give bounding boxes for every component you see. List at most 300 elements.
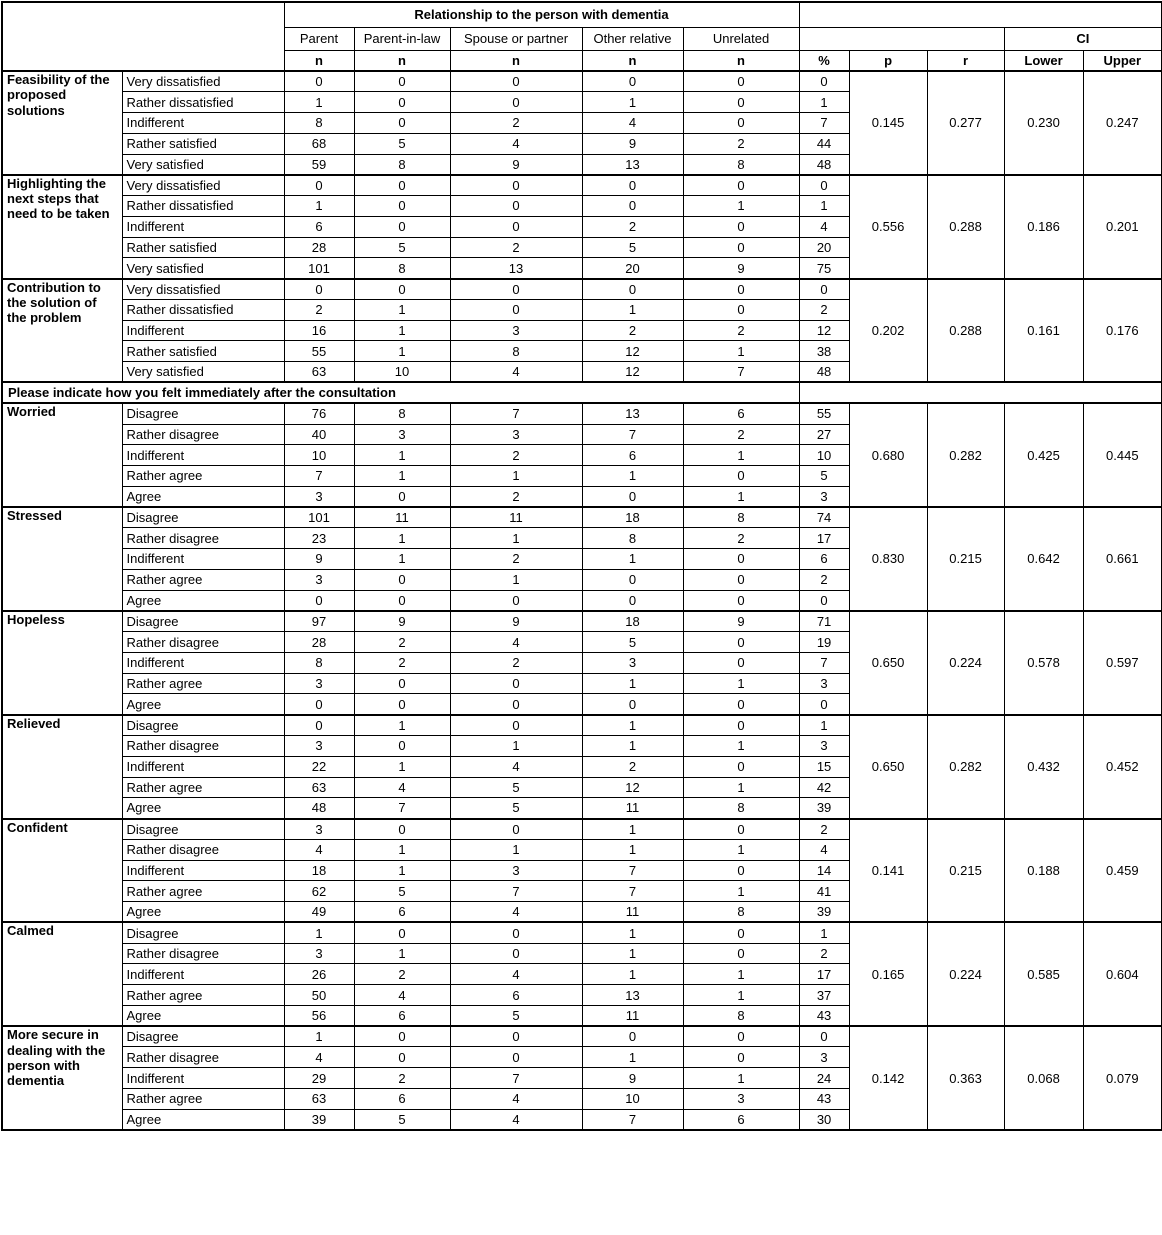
n-value: 1 bbox=[683, 736, 799, 757]
percent-value: 38 bbox=[799, 341, 849, 362]
n-value: 5 bbox=[354, 1109, 450, 1130]
response-label: Indifferent bbox=[122, 216, 284, 237]
n-value: 9 bbox=[582, 133, 683, 154]
n-value: 3 bbox=[284, 673, 354, 694]
n-value: 16 bbox=[284, 320, 354, 341]
n-value: 2 bbox=[450, 445, 582, 466]
n-value: 1 bbox=[354, 549, 450, 570]
n-value: 2 bbox=[683, 320, 799, 341]
response-label: Rather disagree bbox=[122, 632, 284, 653]
n-value: 13 bbox=[582, 403, 683, 424]
n-value: 0 bbox=[582, 71, 683, 92]
response-label: Rather agree bbox=[122, 881, 284, 902]
n-value: 4 bbox=[450, 902, 582, 923]
n-value: 26 bbox=[284, 964, 354, 985]
n-value: 2 bbox=[450, 113, 582, 134]
n-value: 0 bbox=[354, 694, 450, 715]
n-value: 5 bbox=[354, 133, 450, 154]
column-header-parent-in-law: Parent-in-law bbox=[354, 27, 450, 50]
percent-value: 4 bbox=[799, 216, 849, 237]
n-value: 101 bbox=[284, 507, 354, 528]
top-right-empty-cell bbox=[799, 2, 1162, 27]
n-value: 0 bbox=[354, 569, 450, 590]
n-value: 0 bbox=[450, 1047, 582, 1068]
response-label: Rather disagree bbox=[122, 528, 284, 549]
n-value: 0 bbox=[683, 590, 799, 611]
response-label: Disagree bbox=[122, 403, 284, 424]
table-row bbox=[2, 1026, 1162, 1047]
n-value: 2 bbox=[284, 299, 354, 320]
response-label: Rather agree bbox=[122, 777, 284, 798]
ci-upper-value: 0.201 bbox=[1083, 175, 1162, 279]
group-label: Worried bbox=[2, 403, 122, 507]
percent-value: 24 bbox=[799, 1068, 849, 1089]
n-value: 5 bbox=[450, 798, 582, 819]
ci-upper-value: 0.597 bbox=[1083, 611, 1162, 715]
percent-value: 3 bbox=[799, 1047, 849, 1068]
n-value: 0 bbox=[450, 299, 582, 320]
n-value: 0 bbox=[582, 590, 683, 611]
n-value: 6 bbox=[354, 902, 450, 923]
response-label: Rather agree bbox=[122, 466, 284, 487]
n-value: 0 bbox=[450, 175, 582, 196]
n-value: 1 bbox=[582, 1047, 683, 1068]
n-value: 1 bbox=[354, 756, 450, 777]
n-value: 8 bbox=[354, 258, 450, 279]
p-value: 0.202 bbox=[849, 279, 927, 383]
n-value: 20 bbox=[582, 258, 683, 279]
response-label: Rather agree bbox=[122, 985, 284, 1006]
results-table bbox=[1, 1, 1162, 1131]
p-value: 0.141 bbox=[849, 819, 927, 923]
table-row bbox=[2, 175, 1162, 196]
percent-value: 3 bbox=[799, 673, 849, 694]
n-value: 0 bbox=[683, 216, 799, 237]
percent-value: 0 bbox=[799, 1026, 849, 1047]
percent-value: 15 bbox=[799, 756, 849, 777]
percent-value: 1 bbox=[799, 196, 849, 217]
n-value: 13 bbox=[450, 258, 582, 279]
percent-value: 0 bbox=[799, 279, 849, 300]
ci-upper-value: 0.661 bbox=[1083, 507, 1162, 611]
response-label: Rather disagree bbox=[122, 424, 284, 445]
n-value: 11 bbox=[582, 1005, 683, 1026]
n-value: 0 bbox=[683, 922, 799, 943]
n-value: 0 bbox=[582, 569, 683, 590]
n-value: 0 bbox=[683, 113, 799, 134]
n-value: 2 bbox=[450, 237, 582, 258]
percent-value: 1 bbox=[799, 92, 849, 113]
n-value: 5 bbox=[354, 881, 450, 902]
response-label: Rather disagree bbox=[122, 736, 284, 757]
n-value: 0 bbox=[683, 71, 799, 92]
n-value: 11 bbox=[354, 507, 450, 528]
table-row bbox=[2, 715, 1162, 736]
n-value: 1 bbox=[683, 445, 799, 466]
n-value: 2 bbox=[354, 632, 450, 653]
r-value: 0.282 bbox=[927, 715, 1004, 819]
n-value: 2 bbox=[354, 652, 450, 673]
n-value: 0 bbox=[354, 922, 450, 943]
n-value: 0 bbox=[354, 92, 450, 113]
n-value: 1 bbox=[284, 196, 354, 217]
response-label: Disagree bbox=[122, 819, 284, 840]
n-value: 12 bbox=[582, 777, 683, 798]
n-value: 1 bbox=[582, 715, 683, 736]
response-label: Very satisfied bbox=[122, 258, 284, 279]
n-value: 1 bbox=[683, 881, 799, 902]
n-value: 4 bbox=[450, 1109, 582, 1130]
table-row bbox=[2, 403, 1162, 424]
p-value: 0.650 bbox=[849, 715, 927, 819]
n-value: 3 bbox=[354, 424, 450, 445]
percent-value: 2 bbox=[799, 299, 849, 320]
ci-lower-value: 0.578 bbox=[1004, 611, 1083, 715]
n-value: 0 bbox=[284, 279, 354, 300]
n-value: 0 bbox=[582, 279, 683, 300]
n-value: 0 bbox=[354, 1047, 450, 1068]
n-value: 0 bbox=[354, 279, 450, 300]
response-label: Very dissatisfied bbox=[122, 279, 284, 300]
n-value: 63 bbox=[284, 1089, 354, 1110]
percent-value: 0 bbox=[799, 590, 849, 611]
ci-lower-value: 0.068 bbox=[1004, 1026, 1083, 1130]
ci-upper-value: 0.452 bbox=[1083, 715, 1162, 819]
n-value: 0 bbox=[582, 1026, 683, 1047]
n-value: 8 bbox=[354, 403, 450, 424]
r-value: 0.224 bbox=[927, 922, 1004, 1026]
n-value: 1 bbox=[582, 466, 683, 487]
n-value: 0 bbox=[683, 715, 799, 736]
percent-value: 19 bbox=[799, 632, 849, 653]
n-value: 5 bbox=[582, 237, 683, 258]
percent-value: 0 bbox=[799, 71, 849, 92]
n-value: 1 bbox=[582, 943, 683, 964]
n-value: 4 bbox=[450, 964, 582, 985]
n-value: 2 bbox=[683, 133, 799, 154]
n-value: 4 bbox=[450, 133, 582, 154]
n-value: 0 bbox=[284, 694, 354, 715]
n-value: 1 bbox=[354, 860, 450, 881]
n-value: 2 bbox=[354, 1068, 450, 1089]
table-row bbox=[2, 507, 1162, 528]
percent-value: 17 bbox=[799, 528, 849, 549]
n-value: 28 bbox=[284, 632, 354, 653]
response-label: Indifferent bbox=[122, 756, 284, 777]
ci-upper-value: 0.459 bbox=[1083, 819, 1162, 923]
n-value: 0 bbox=[354, 71, 450, 92]
n-value: 0 bbox=[354, 736, 450, 757]
n-value: 1 bbox=[450, 528, 582, 549]
ci-lower-value: 0.642 bbox=[1004, 507, 1083, 611]
n-value: 4 bbox=[354, 777, 450, 798]
ci-group-header: CI bbox=[1004, 27, 1162, 50]
n-value: 7 bbox=[450, 403, 582, 424]
percent-value: 43 bbox=[799, 1005, 849, 1026]
n-value: 1 bbox=[683, 673, 799, 694]
n-value: 3 bbox=[582, 652, 683, 673]
n-value: 29 bbox=[284, 1068, 354, 1089]
percent-value: 71 bbox=[799, 611, 849, 632]
n-value: 23 bbox=[284, 528, 354, 549]
ci-upper-value: 0.445 bbox=[1083, 403, 1162, 507]
results-table-body bbox=[2, 71, 1162, 1130]
group-label: Contribution to the solution of the problem bbox=[2, 279, 122, 383]
n-value: 8 bbox=[450, 341, 582, 362]
table-row bbox=[2, 819, 1162, 840]
percent-value: 75 bbox=[799, 258, 849, 279]
n-value: 0 bbox=[450, 943, 582, 964]
n-value: 0 bbox=[450, 922, 582, 943]
n-value: 3 bbox=[284, 943, 354, 964]
percent-value: 74 bbox=[799, 507, 849, 528]
n-value: 1 bbox=[354, 341, 450, 362]
n-value: 7 bbox=[582, 1109, 683, 1130]
r-value: 0.363 bbox=[927, 1026, 1004, 1130]
percent-value: 3 bbox=[799, 486, 849, 507]
n-value: 56 bbox=[284, 1005, 354, 1026]
response-label: Very satisfied bbox=[122, 362, 284, 383]
response-label: Rather satisfied bbox=[122, 133, 284, 154]
n-value: 8 bbox=[683, 1005, 799, 1026]
response-label: Rather disagree bbox=[122, 1047, 284, 1068]
n-value: 8 bbox=[354, 154, 450, 175]
n-value: 2 bbox=[354, 964, 450, 985]
table-header bbox=[2, 2, 1162, 71]
n-value: 1 bbox=[354, 839, 450, 860]
response-label: Agree bbox=[122, 902, 284, 923]
ci-lower-value: 0.161 bbox=[1004, 279, 1083, 383]
n-value: 6 bbox=[284, 216, 354, 237]
percent-value: 1 bbox=[799, 922, 849, 943]
n-value: 0 bbox=[683, 569, 799, 590]
n-value: 1 bbox=[582, 673, 683, 694]
n-value: 39 bbox=[284, 1109, 354, 1130]
n-value: 8 bbox=[284, 652, 354, 673]
n-value: 1 bbox=[582, 736, 683, 757]
response-label: Disagree bbox=[122, 611, 284, 632]
n-value: 0 bbox=[354, 216, 450, 237]
n-value: 1 bbox=[354, 299, 450, 320]
n-value: 0 bbox=[450, 590, 582, 611]
p-value: 0.680 bbox=[849, 403, 927, 507]
n-value: 13 bbox=[582, 985, 683, 1006]
response-label: Rather agree bbox=[122, 1089, 284, 1110]
n-value: 0 bbox=[582, 196, 683, 217]
table-row bbox=[2, 611, 1162, 632]
n-header: n bbox=[582, 50, 683, 71]
n-value: 10 bbox=[284, 445, 354, 466]
n-value: 1 bbox=[450, 736, 582, 757]
percent-value: 10 bbox=[799, 445, 849, 466]
n-value: 6 bbox=[683, 1109, 799, 1130]
percent-value: 27 bbox=[799, 424, 849, 445]
n-value: 49 bbox=[284, 902, 354, 923]
n-value: 1 bbox=[354, 466, 450, 487]
n-value: 1 bbox=[683, 1068, 799, 1089]
n-value: 0 bbox=[582, 486, 683, 507]
ci-lower-value: 0.186 bbox=[1004, 175, 1083, 279]
percent-value: 0 bbox=[799, 694, 849, 715]
response-label: Disagree bbox=[122, 507, 284, 528]
column-header-parent: Parent bbox=[284, 27, 354, 50]
percent-value: 2 bbox=[799, 943, 849, 964]
n-value: 1 bbox=[683, 341, 799, 362]
n-value: 0 bbox=[354, 486, 450, 507]
n-value: 0 bbox=[450, 92, 582, 113]
n-value: 1 bbox=[582, 819, 683, 840]
n-value: 3 bbox=[284, 569, 354, 590]
response-label: Rather dissatisfied bbox=[122, 299, 284, 320]
response-label: Disagree bbox=[122, 922, 284, 943]
response-label: Indifferent bbox=[122, 445, 284, 466]
p-value: 0.165 bbox=[849, 922, 927, 1026]
r-value: 0.215 bbox=[927, 819, 1004, 923]
response-label: Disagree bbox=[122, 1026, 284, 1047]
r-value: 0.215 bbox=[927, 507, 1004, 611]
response-label: Agree bbox=[122, 1005, 284, 1026]
n-value: 0 bbox=[450, 1026, 582, 1047]
column-header-other-relative: Other relative bbox=[582, 27, 683, 50]
n-value: 12 bbox=[582, 362, 683, 383]
r-value: 0.282 bbox=[927, 403, 1004, 507]
r-value: 0.224 bbox=[927, 611, 1004, 715]
percent-value: 4 bbox=[799, 839, 849, 860]
column-header-unrelated: Unrelated bbox=[683, 27, 799, 50]
n-value: 1 bbox=[683, 839, 799, 860]
n-value: 0 bbox=[683, 632, 799, 653]
n-value: 8 bbox=[582, 528, 683, 549]
n-value: 0 bbox=[450, 694, 582, 715]
n-value: 3 bbox=[284, 736, 354, 757]
n-value: 1 bbox=[450, 839, 582, 860]
n-value: 2 bbox=[450, 549, 582, 570]
n-value: 0 bbox=[683, 860, 799, 881]
n-value: 1 bbox=[354, 943, 450, 964]
section-break-empty-cell bbox=[799, 382, 1162, 403]
percent-value: 2 bbox=[799, 569, 849, 590]
n-value: 0 bbox=[582, 694, 683, 715]
n-value: 0 bbox=[284, 71, 354, 92]
n-value: 6 bbox=[582, 445, 683, 466]
response-label: Indifferent bbox=[122, 860, 284, 881]
response-label: Indifferent bbox=[122, 964, 284, 985]
n-value: 8 bbox=[683, 798, 799, 819]
n-value: 4 bbox=[354, 985, 450, 1006]
ci-lower-value: 0.188 bbox=[1004, 819, 1083, 923]
n-value: 0 bbox=[354, 673, 450, 694]
n-value: 40 bbox=[284, 424, 354, 445]
n-value: 8 bbox=[683, 507, 799, 528]
table-row bbox=[2, 279, 1162, 300]
percent-value: 17 bbox=[799, 964, 849, 985]
n-value: 3 bbox=[450, 424, 582, 445]
ci-upper-value: 0.176 bbox=[1083, 279, 1162, 383]
percent-value: 2 bbox=[799, 819, 849, 840]
n-value: 11 bbox=[582, 902, 683, 923]
r-value: 0.288 bbox=[927, 279, 1004, 383]
n-value: 0 bbox=[683, 299, 799, 320]
n-value: 9 bbox=[450, 611, 582, 632]
response-label: Agree bbox=[122, 590, 284, 611]
group-label: Stressed bbox=[2, 507, 122, 611]
n-value: 101 bbox=[284, 258, 354, 279]
p-value: 0.830 bbox=[849, 507, 927, 611]
response-label: Indifferent bbox=[122, 652, 284, 673]
n-value: 0 bbox=[284, 590, 354, 611]
section-break-row bbox=[2, 382, 1162, 403]
n-value: 0 bbox=[354, 590, 450, 611]
response-label: Very dissatisfied bbox=[122, 71, 284, 92]
corner-empty-cell bbox=[2, 2, 284, 71]
n-header: n bbox=[683, 50, 799, 71]
n-value: 3 bbox=[450, 860, 582, 881]
response-label: Agree bbox=[122, 486, 284, 507]
relationship-group-header: Relationship to the person with dementia bbox=[284, 2, 799, 27]
n-value: 1 bbox=[284, 922, 354, 943]
n-value: 10 bbox=[582, 1089, 683, 1110]
response-label: Rather satisfied bbox=[122, 237, 284, 258]
n-value: 4 bbox=[284, 839, 354, 860]
n-value: 4 bbox=[450, 1089, 582, 1110]
response-label: Agree bbox=[122, 1109, 284, 1130]
n-value: 7 bbox=[284, 466, 354, 487]
n-value: 3 bbox=[450, 320, 582, 341]
n-value: 1 bbox=[354, 528, 450, 549]
n-value: 1 bbox=[582, 839, 683, 860]
n-value: 11 bbox=[450, 507, 582, 528]
percent-value: 43 bbox=[799, 1089, 849, 1110]
n-value: 97 bbox=[284, 611, 354, 632]
n-value: 5 bbox=[450, 777, 582, 798]
n-value: 1 bbox=[450, 466, 582, 487]
percent-value: 41 bbox=[799, 881, 849, 902]
n-value: 7 bbox=[683, 362, 799, 383]
percent-value: 7 bbox=[799, 113, 849, 134]
p-value: 0.145 bbox=[849, 71, 927, 175]
n-value: 6 bbox=[354, 1005, 450, 1026]
percent-value: 39 bbox=[799, 798, 849, 819]
r-value: 0.288 bbox=[927, 175, 1004, 279]
p-value: 0.142 bbox=[849, 1026, 927, 1130]
n-value: 0 bbox=[450, 279, 582, 300]
n-value: 6 bbox=[450, 985, 582, 1006]
n-value: 0 bbox=[683, 175, 799, 196]
n-value: 7 bbox=[450, 1068, 582, 1089]
n-value: 1 bbox=[354, 320, 450, 341]
percent-value: 3 bbox=[799, 736, 849, 757]
n-value: 12 bbox=[582, 341, 683, 362]
n-value: 11 bbox=[582, 798, 683, 819]
percent-value: 37 bbox=[799, 985, 849, 1006]
n-value: 0 bbox=[683, 466, 799, 487]
n-value: 1 bbox=[354, 445, 450, 466]
percent-value: 48 bbox=[799, 154, 849, 175]
n-value: 63 bbox=[284, 777, 354, 798]
response-label: Indifferent bbox=[122, 549, 284, 570]
n-value: 1 bbox=[582, 92, 683, 113]
percent-value: 6 bbox=[799, 549, 849, 570]
n-value: 1 bbox=[582, 922, 683, 943]
r-header: r bbox=[927, 50, 1004, 71]
n-header: n bbox=[354, 50, 450, 71]
response-label: Indifferent bbox=[122, 113, 284, 134]
n-value: 3 bbox=[284, 486, 354, 507]
n-value: 2 bbox=[683, 424, 799, 445]
percent-value: 12 bbox=[799, 320, 849, 341]
n-value: 0 bbox=[354, 196, 450, 217]
n-value: 8 bbox=[683, 154, 799, 175]
